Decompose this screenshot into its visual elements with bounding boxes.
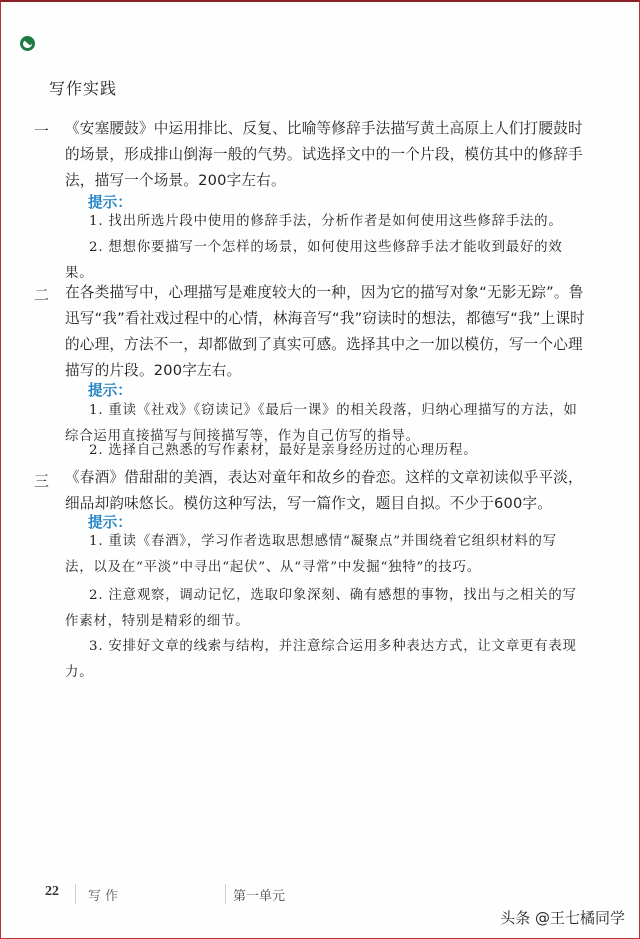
footer-section-name: 写作 [88,889,123,904]
task-prompt: 《春酒》借甜甜的美酒，表达对童年和故乡的眷恋。这样的文章初读似乎平淡，细品却韵味悠长。模仿这种写法，写一篇作文，题目自拟。不少于600字。 [65,469,583,512]
hint-label: 提示： [88,382,132,399]
footer-unit-name: 第一单元 [233,889,286,904]
hint-item: 3. 安排好文章的线索与结构，并注意综合运用多种表达方式，让文章更有表现力。 [65,639,577,680]
hint-item: 2. 选择自己熟悉的写作素材，最好是亲身经历过的心理历程。 [89,443,478,458]
task-prompt: 在各类描写中，心理描写是难度较大的一种，因为它的描写对象“无影无踪”。鲁迅写“我”看社戏过程中的心情，林海音写“我”窃读时的想法，都德写“我”上课时的心理，方法不一，却都做到了真实可感。选择其中之一加以模仿，写一个心理描写的片段。200字左右。 [65,284,585,379]
hint-item: 2. 注意观察，调动记忆，选取印象深刻、确有感想的事物，找出与之相关的写作素材，特别是精彩的细节。 [65,588,577,629]
task-number: 一 [34,122,50,140]
hint-item: 2. 想想你要描写一个怎样的场景，如何使用这些修辞手法才能收到最好的效果。 [65,240,563,281]
hint-label: 提示： [88,514,132,531]
hint-item: 1. 重读《社戏》《窃读记》《最后一课》的相关段落，归纳心理描写的方法，如综合运用直接描写与间接描写等，作为自己仿写的指导。 [65,403,578,444]
hint-item: 1. 重读《春酒》，学习作者选取思想感情“凝聚点”并围绕着它组织材料的写法，以及在“平淡”中寻出“起伏”、从“寻常”中发掘“独特”的技巧。 [65,534,557,575]
hint-label: 提示： [88,194,132,211]
hint-item: 1. 找出所选片段中使用的修辞手法，分析作者是如何使用这些修辞手法的。 [89,214,563,229]
task-prompt: 《安塞腰鼓》中运用排比、反复、比喻等修辞手法描写黄土高原上人们打腰鼓时的场景，形成排山倒海一般的气势。试选择文中的一个片段，模仿其中的修辞手法，描写一个场景。200字左右。 [65,120,583,189]
page-footer [1,884,640,908]
footer-divider [225,884,226,904]
unit-badge-icon [20,36,35,51]
task-number: 三 [34,472,50,490]
section-title: 写作实践 [49,79,118,98]
watermark: 头条 @王七橘同学 [500,909,625,927]
footer-divider [75,884,76,904]
task-number: 二 [34,286,50,304]
page-number: 22 [45,884,59,899]
